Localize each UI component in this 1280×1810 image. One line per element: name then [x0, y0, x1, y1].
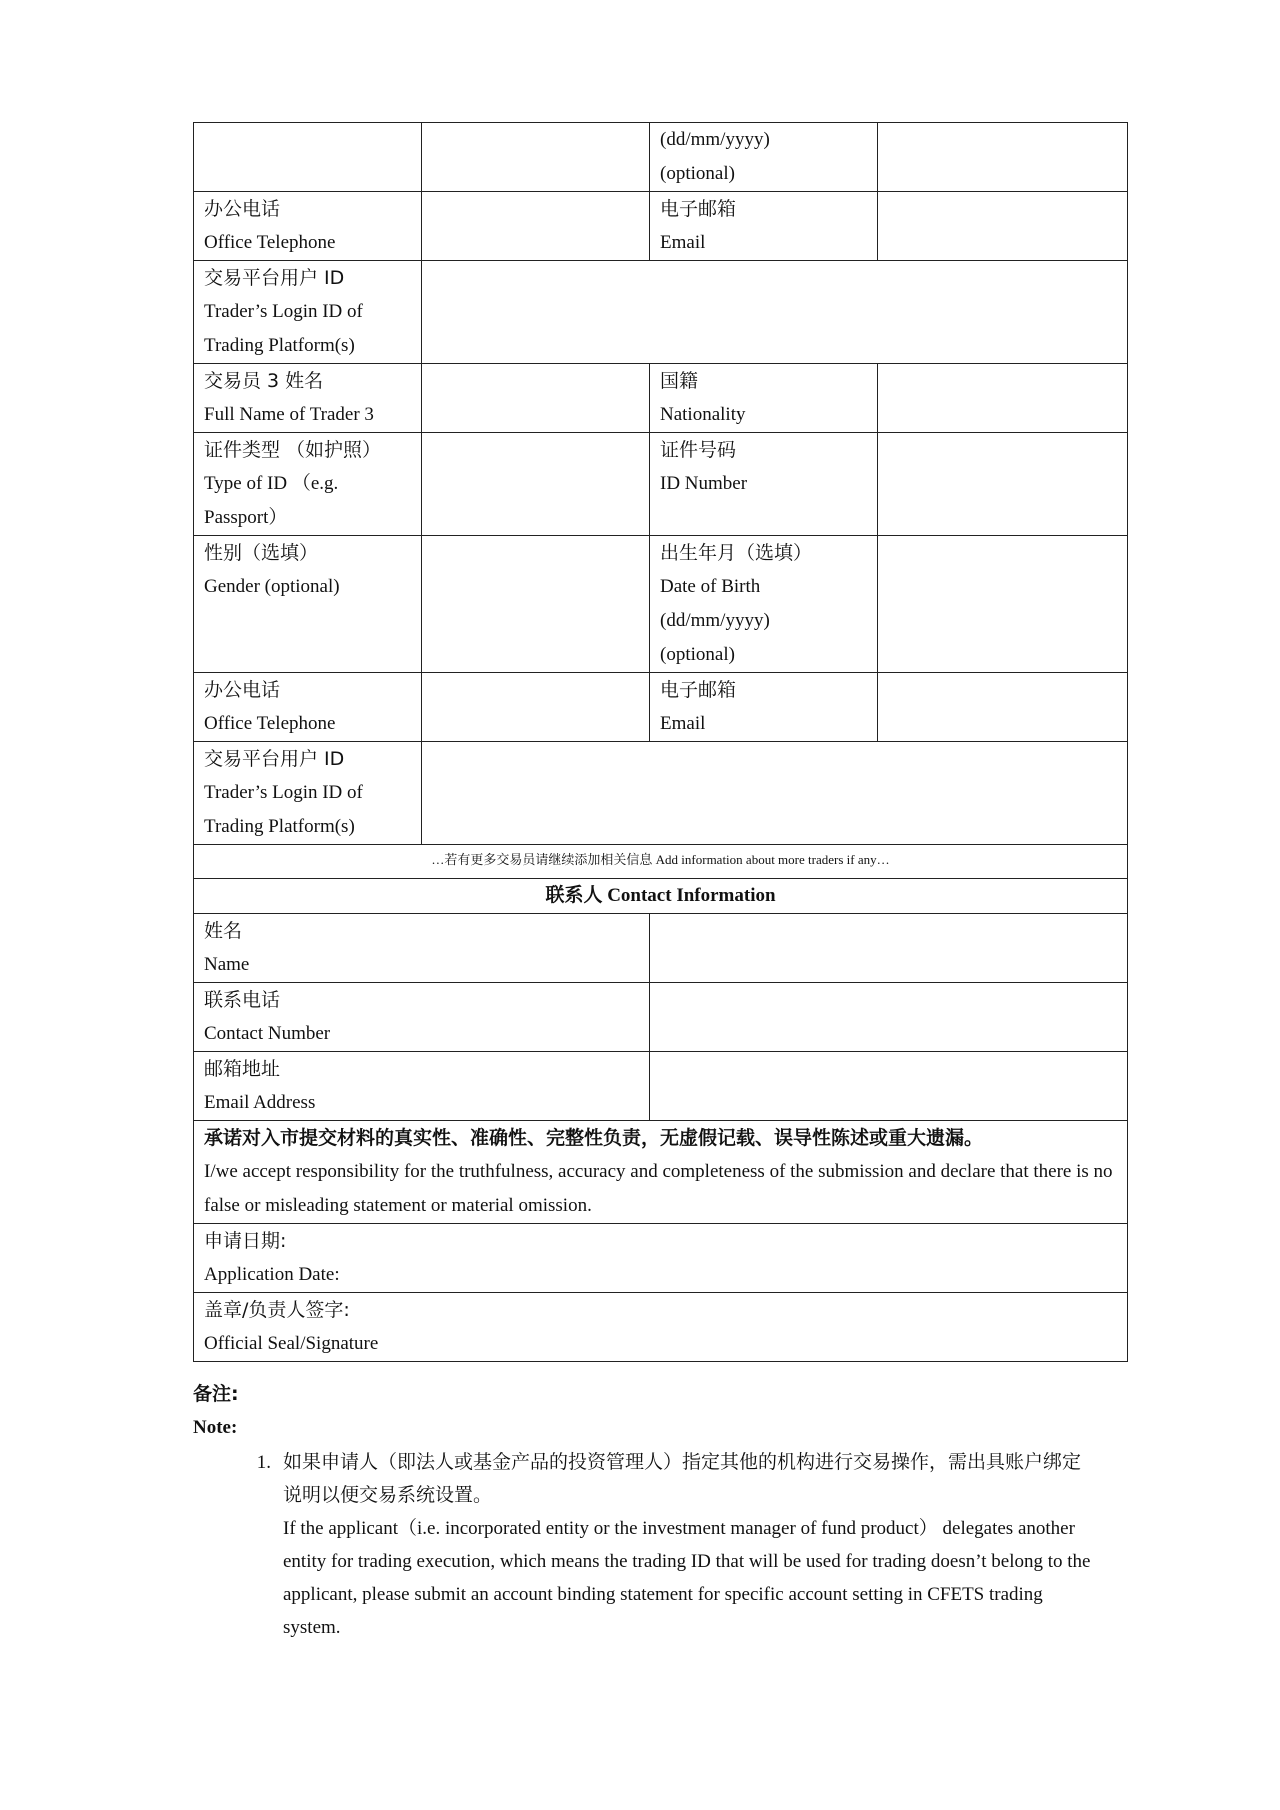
trader3-name-label-zh: 交易员 3 姓名	[204, 370, 324, 392]
trader3-email-field[interactable]	[878, 673, 1128, 742]
trader3-contact-row	[194, 673, 1128, 742]
trader3-idnumber-label	[650, 433, 878, 536]
dob-format: (dd/mm/yyyy)	[660, 129, 770, 150]
office-telephone-label	[194, 192, 422, 261]
note-body	[283, 1446, 1093, 1644]
declaration-en: I/we accept responsibility for the truthfulness, accuracy and completeness of the submission and declare that there is no false or misleading statement or material omission.	[204, 1161, 1113, 1216]
trader3-name-label	[194, 364, 422, 433]
notes-section	[193, 1378, 1093, 1644]
trader3-dob-label-zh: 出生年月（选填）	[660, 542, 813, 564]
trader3-dob-field[interactable]	[878, 536, 1128, 673]
application-date-label-zh: 申请日期:	[204, 1230, 287, 1252]
trader3-idnumber-label-zh: 证件号码	[660, 439, 737, 461]
trader3-name-field[interactable]	[422, 364, 650, 433]
notes-heading-zh: 备注:	[193, 1383, 239, 1405]
more-traders-row	[194, 845, 1128, 879]
trader3-gender-row	[194, 536, 1128, 673]
contact-header-row	[194, 879, 1128, 914]
trader3-nationality-field[interactable]	[878, 364, 1128, 433]
office-telephone-field[interactable]	[422, 192, 650, 261]
trader3-office-telephone-field[interactable]	[422, 673, 650, 742]
trader3-idnumber-label-en: ID Number	[660, 473, 748, 494]
email-field[interactable]	[878, 192, 1128, 261]
empty-value-cell[interactable]	[422, 123, 650, 192]
contact-email-label-zh: 邮箱地址	[204, 1058, 281, 1080]
trader3-nationality-label-en: Nationality	[660, 404, 746, 425]
email-label-zh: 电子邮箱	[660, 198, 737, 220]
note-item	[193, 1446, 1093, 1644]
login-id-field[interactable]	[422, 261, 1128, 364]
application-date-label-en: Application Date:	[204, 1264, 340, 1285]
contact-number-row	[194, 983, 1128, 1052]
trader3-gender-label	[194, 536, 422, 673]
dob-format-label	[650, 123, 878, 192]
trader3-idtype-label-zh: 证件类型 （如护照）	[204, 439, 382, 461]
contact-name-row	[194, 914, 1128, 983]
trader3-dob-label-en-1: Date of Birth	[660, 576, 761, 597]
trader3-office-telephone-label-zh: 办公电话	[204, 679, 281, 701]
trader3-name-row	[194, 364, 1128, 433]
trader3-login-id-label-zh: 交易平台用户 ID	[204, 748, 345, 770]
trader3-dob-label	[650, 536, 878, 673]
signature-cell[interactable]	[194, 1293, 1128, 1362]
trader3-nationality-label	[650, 364, 878, 433]
declaration-row	[194, 1121, 1128, 1224]
trader3-idnumber-field[interactable]	[878, 433, 1128, 536]
trader3-idtype-label-en-2: Passport）	[204, 507, 288, 528]
note-text-en: If the applicant（i.e. incorporated entity or the investment manager of fund product） delegates another entity for trading execution, which means the trading ID that will be used for trading doesn’t belong to the applicant, please submit an account binding statement for specific account setting in CFETS trading system.	[283, 1518, 1091, 1638]
trader2-login-row	[194, 261, 1128, 364]
login-id-label-en-1: Trader’s Login ID of	[204, 301, 363, 322]
contact-section-header: 联系人 Contact Information	[194, 879, 1128, 914]
trader3-gender-label-en: Gender (optional)	[204, 576, 340, 597]
trader3-idtype-field[interactable]	[422, 433, 650, 536]
office-telephone-label-zh: 办公电话	[204, 198, 281, 220]
contact-email-label	[194, 1052, 650, 1121]
signature-label-zh: 盖章/负责人签字:	[204, 1299, 350, 1321]
trader3-login-id-label	[194, 742, 422, 845]
contact-name-field[interactable]	[650, 914, 1128, 983]
contact-name-label	[194, 914, 650, 983]
note-text-zh: 如果申请人（即法人或基金产品的投资管理人）指定其他的机构进行交易操作，需出具账户绑定说明以便交易系统设置。	[283, 1451, 1082, 1506]
contact-number-field[interactable]	[650, 983, 1128, 1052]
trader3-name-label-en: Full Name of Trader 3	[204, 404, 374, 425]
empty-label-cell	[194, 123, 422, 192]
trader3-login-id-label-en-1: Trader’s Login ID of	[204, 782, 363, 803]
trader2-dob-row	[194, 123, 1128, 192]
trader3-dob-label-en-2: (dd/mm/yyyy)	[660, 610, 770, 631]
trader2-contact-row	[194, 192, 1128, 261]
trader3-nationality-label-zh: 国籍	[660, 370, 699, 392]
trader3-idtype-label-en-1: Type of ID （e.g.	[204, 473, 339, 494]
application-date-row	[194, 1224, 1128, 1293]
trader3-idtype-label	[194, 433, 422, 536]
application-form-table	[193, 122, 1128, 1362]
trader3-gender-label-zh: 性别（选填）	[204, 542, 319, 564]
login-id-label	[194, 261, 422, 364]
note-number: 1.	[256, 1452, 271, 1473]
login-id-label-en-2: Trading Platform(s)	[204, 335, 355, 356]
declaration-cell	[194, 1121, 1128, 1224]
trader3-login-id-label-en-2: Trading Platform(s)	[204, 816, 355, 837]
dob-value-cell[interactable]	[878, 123, 1128, 192]
contact-email-row	[194, 1052, 1128, 1121]
office-telephone-label-en: Office Telephone	[204, 232, 336, 253]
trader3-id-row	[194, 433, 1128, 536]
contact-number-label	[194, 983, 650, 1052]
trader3-email-label	[650, 673, 878, 742]
trader3-email-label-zh: 电子邮箱	[660, 679, 737, 701]
notes-heading-en: Note:	[193, 1417, 238, 1438]
trader3-email-label-en: Email	[660, 713, 706, 734]
dob-optional: (optional)	[660, 163, 735, 184]
trader3-login-id-field[interactable]	[422, 742, 1128, 845]
email-label	[650, 192, 878, 261]
contact-email-field[interactable]	[650, 1052, 1128, 1121]
email-label-en: Email	[660, 232, 706, 253]
contact-name-label-zh: 姓名	[204, 920, 243, 942]
trader3-login-row	[194, 742, 1128, 845]
contact-email-label-en: Email Address	[204, 1092, 316, 1113]
signature-row	[194, 1293, 1128, 1362]
login-id-label-zh: 交易平台用户 ID	[204, 267, 345, 289]
trader3-office-telephone-label	[194, 673, 422, 742]
declaration-zh: 承诺对入市提交材料的真实性、准确性、完整性负责，无虚假记载、误导性陈述或重大遗漏。	[204, 1127, 984, 1149]
contact-number-label-en: Contact Number	[204, 1023, 331, 1044]
application-date-cell[interactable]	[194, 1224, 1128, 1293]
trader3-dob-label-en-3: (optional)	[660, 644, 735, 665]
contact-number-label-zh: 联系电话	[204, 989, 281, 1011]
contact-name-label-en: Name	[204, 954, 250, 975]
trader3-office-telephone-label-en: Office Telephone	[204, 713, 336, 734]
signature-label-en: Official Seal/Signature	[204, 1333, 379, 1354]
trader3-gender-field[interactable]	[422, 536, 650, 673]
more-traders-note: …若有更多交易员请继续添加相关信息 Add information about more traders if any…	[194, 845, 1128, 879]
